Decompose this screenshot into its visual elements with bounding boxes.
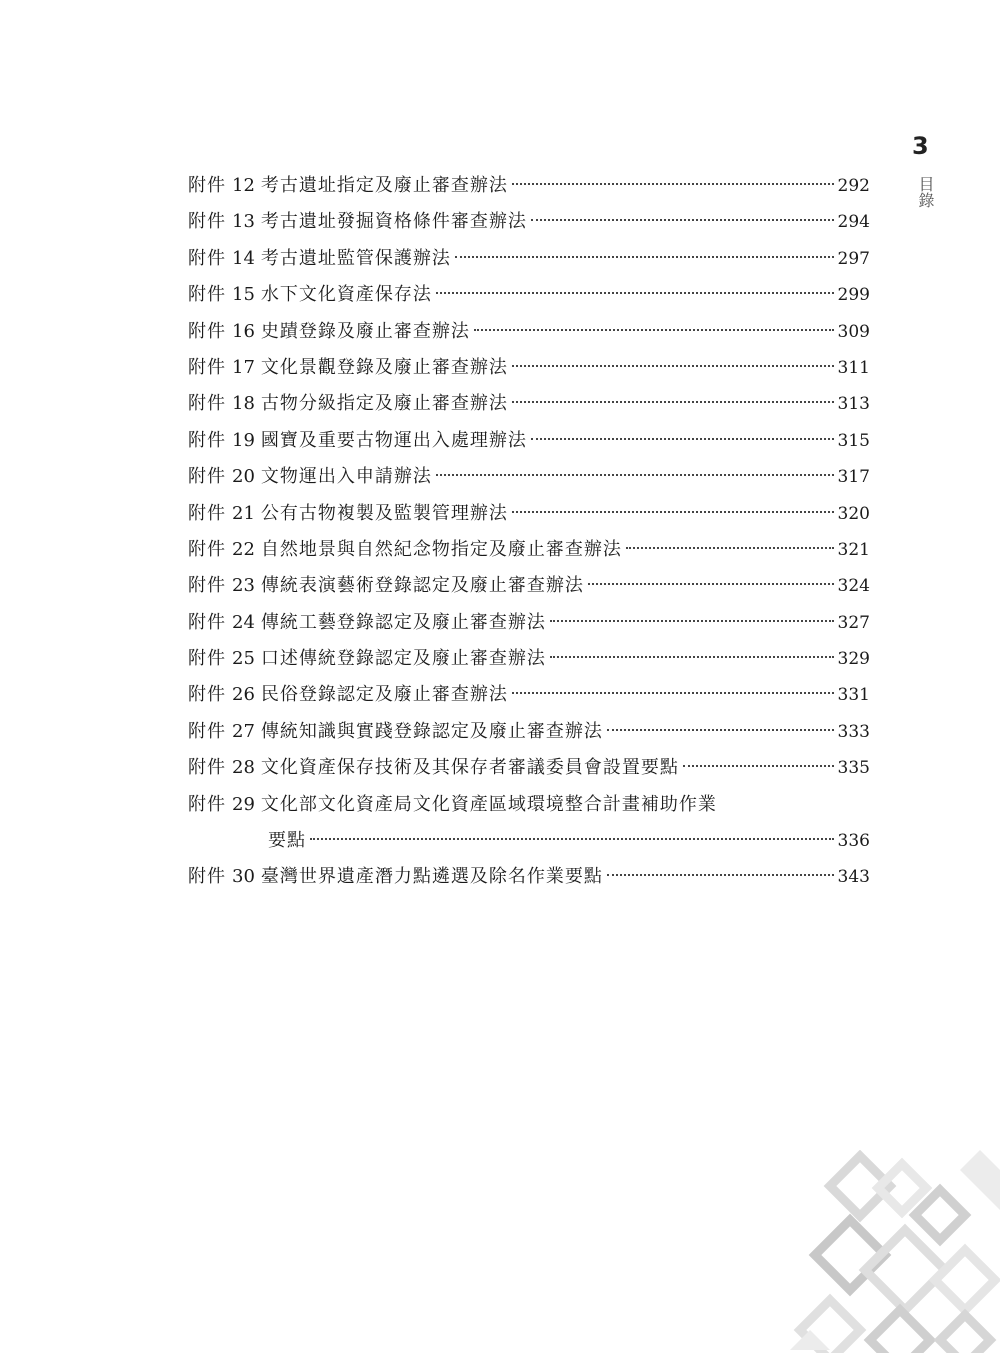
toc-entry[interactable] (188, 787, 870, 860)
dot-leader (550, 656, 834, 658)
dot-leader (436, 474, 834, 476)
dot-leader (474, 329, 834, 331)
entry-page: 320 (837, 503, 870, 524)
entry-page: 321 (837, 539, 870, 560)
dot-leader (455, 256, 834, 258)
dot-leader (550, 620, 834, 622)
entry-number: 26 (232, 684, 255, 706)
entry-page: 336 (837, 831, 870, 852)
dot-leader (512, 183, 834, 185)
entry-number: 27 (232, 720, 255, 742)
entry-title: 文化部文化資產局文化資產區域環境整合計畫補助作業 (260, 793, 717, 815)
toc-entry[interactable] (188, 568, 870, 604)
entry-label: 附件 (188, 793, 226, 815)
entry-page: 299 (837, 285, 870, 306)
entry-label: 附件 (188, 175, 226, 196)
entry-page: 309 (837, 321, 870, 342)
entry-number: 25 (232, 648, 255, 670)
entry-number: 15 (232, 284, 255, 306)
toc-entry[interactable] (188, 714, 870, 750)
toc-entry[interactable] (188, 750, 870, 786)
entry-label: 附件 (188, 866, 226, 888)
entry-title: 公有古物複製及監製管理辦法 (260, 502, 508, 524)
entry-label: 附件 (188, 502, 226, 524)
toc-entry[interactable] (188, 204, 870, 240)
entry-title: 臺灣世界遺產潛力點遴選及除名作業要點 (260, 866, 603, 888)
dot-leader (512, 692, 834, 694)
toc-entry[interactable] (188, 314, 870, 350)
entry-label: 附件 (188, 684, 226, 706)
entry-label: 附件 (188, 575, 226, 597)
entry-page: 311 (837, 357, 870, 378)
entry-number: 16 (232, 320, 255, 342)
entry-number: 21 (232, 502, 255, 524)
entry-label: 附件 (188, 538, 226, 560)
entry-title: 古物分級指定及廢止審查辦法 (260, 393, 508, 415)
entry-label: 附件 (188, 466, 226, 488)
toc-entry[interactable] (188, 241, 870, 277)
entry-number: 24 (232, 611, 255, 633)
dot-leader (531, 438, 834, 440)
entry-number: 22 (232, 538, 255, 560)
dot-leader (436, 292, 834, 294)
entry-number: 23 (232, 575, 255, 597)
section-label: 目錄 (916, 176, 935, 208)
dot-leader (531, 219, 834, 221)
entry-page: 317 (837, 467, 870, 488)
entry-title: 文化景觀登錄及廢止審查辦法 (260, 356, 508, 378)
entry-page: 294 (837, 212, 870, 233)
entry-number: 29 (232, 793, 255, 815)
entry-page: 329 (837, 649, 870, 670)
entry-number: 12 (232, 175, 255, 196)
entry-number: 18 (232, 393, 255, 415)
entry-number: 14 (232, 247, 255, 269)
entry-page: 324 (837, 576, 870, 597)
entry-label: 附件 (188, 284, 226, 306)
entry-label: 附件 (188, 247, 226, 269)
toc-entry[interactable] (188, 168, 870, 204)
entry-page: 335 (837, 758, 870, 779)
toc-entry[interactable] (188, 605, 870, 641)
entry-title: 考古遺址指定及廢止審查辦法 (260, 175, 508, 196)
entry-title: 自然地景與自然紀念物指定及廢止審查辦法 (260, 538, 622, 560)
entry-title: 文物運出入申請辦法 (260, 466, 432, 488)
toc-entry[interactable] (188, 532, 870, 568)
entry-title: 文化資產保存技術及其保存者審議委員會設置要點 (260, 757, 679, 779)
entry-number: 19 (232, 429, 255, 451)
entry-label: 附件 (188, 648, 226, 670)
dot-leader (310, 838, 834, 840)
entry-label: 附件 (188, 757, 226, 779)
entry-title: 史蹟登錄及廢止審查辦法 (260, 320, 470, 342)
entry-page: 313 (837, 394, 870, 415)
entry-page: 343 (837, 867, 870, 888)
entry-label: 附件 (188, 393, 226, 415)
dot-leader (607, 729, 834, 731)
entry-label: 附件 (188, 611, 226, 633)
entry-title: 傳統表演藝術登錄認定及廢止審查辦法 (260, 575, 584, 597)
toc-entry[interactable] (188, 641, 870, 677)
dot-leader (512, 511, 834, 513)
entry-label: 附件 (188, 720, 226, 742)
dot-leader (683, 765, 834, 767)
entry-title: 考古遺址監管保護辦法 (260, 247, 451, 269)
entry-label: 附件 (188, 320, 226, 342)
entry-number: 17 (232, 356, 255, 378)
dot-leader (607, 874, 834, 876)
dot-leader (626, 547, 834, 549)
entry-title-continued: 要點 (268, 830, 306, 852)
entry-page: 292 (837, 176, 870, 196)
entry-title: 口述傳統登錄認定及廢止審查辦法 (260, 648, 546, 670)
toc-entry[interactable] (188, 496, 870, 532)
entry-label: 附件 (188, 356, 226, 378)
dot-leader (512, 365, 834, 367)
entry-label: 附件 (188, 211, 226, 233)
entry-title: 國寶及重要古物運出入處理辦法 (260, 429, 527, 451)
entry-page: 315 (837, 430, 870, 451)
entry-page: 331 (837, 685, 870, 706)
dot-leader (588, 583, 834, 585)
toc-entry[interactable] (188, 423, 870, 459)
entry-number: 13 (232, 211, 255, 233)
entry-number: 20 (232, 466, 255, 488)
entry-number: 30 (232, 866, 255, 888)
toc-entry[interactable] (188, 677, 870, 713)
entry-title: 傳統知識與實踐登錄認定及廢止審查辦法 (260, 720, 603, 742)
toc-entry[interactable] (188, 277, 870, 313)
toc-entry[interactable] (188, 859, 870, 895)
entry-page: 333 (837, 721, 870, 742)
entry-title: 考古遺址發掘資格條件審查辦法 (260, 211, 527, 233)
entry-page: 297 (837, 248, 870, 269)
entry-number: 28 (232, 757, 255, 779)
entry-title: 水下文化資產保存法 (260, 284, 432, 306)
toc-entry[interactable] (188, 350, 870, 386)
toc-entry[interactable] (188, 459, 870, 495)
entry-page: 327 (837, 612, 870, 633)
entry-title: 傳統工藝登錄認定及廢止審查辦法 (260, 611, 546, 633)
dot-leader (512, 401, 834, 403)
page-number: 3 (912, 132, 929, 160)
table-of-contents (188, 168, 870, 896)
decorative-diamond-pattern (790, 1150, 1000, 1353)
entry-title: 民俗登錄認定及廢止審查辦法 (260, 684, 508, 706)
toc-entry[interactable] (188, 386, 870, 422)
entry-label: 附件 (188, 429, 226, 451)
